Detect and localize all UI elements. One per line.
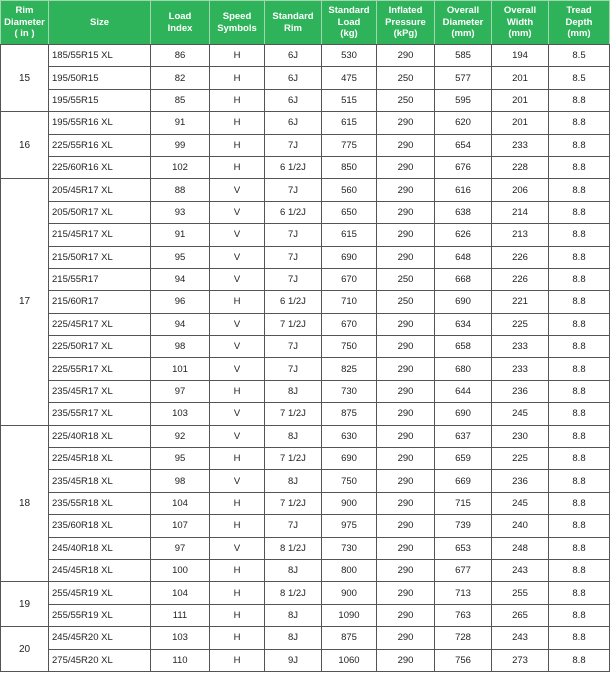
- inflated-pressure-cell: 290: [377, 604, 435, 626]
- size-cell: 195/55R15: [49, 89, 151, 111]
- standard-rim-cell: 6J: [265, 45, 322, 67]
- inflated-pressure-cell: 250: [377, 268, 435, 290]
- standard-load-cell: 1060: [322, 649, 377, 671]
- standard-rim-cell: 7J: [265, 268, 322, 290]
- load-index-cell: 101: [151, 358, 210, 380]
- load-index-cell: 104: [151, 492, 210, 514]
- standard-load-cell: 975: [322, 515, 377, 537]
- standard-load-cell: 875: [322, 403, 377, 425]
- load-index-cell: 91: [151, 224, 210, 246]
- tread-depth-cell: 8.8: [549, 112, 610, 134]
- load-index-cell: 107: [151, 515, 210, 537]
- inflated-pressure-cell: 290: [377, 559, 435, 581]
- overall-diameter-cell: 668: [435, 268, 492, 290]
- inflated-pressure-cell: 290: [377, 224, 435, 246]
- header-size: Size: [49, 1, 151, 45]
- standard-load-cell: 515: [322, 89, 377, 111]
- overall-width-cell: 226: [492, 246, 549, 268]
- load-index-cell: 99: [151, 134, 210, 156]
- speed-symbol-cell: V: [210, 246, 265, 268]
- overall-diameter-cell: 659: [435, 448, 492, 470]
- table-row: [1, 45, 610, 67]
- tread-depth-cell: 8.8: [549, 268, 610, 290]
- overall-width-cell: 236: [492, 470, 549, 492]
- tread-depth-cell: 8.8: [549, 313, 610, 335]
- tread-depth-cell: 8.8: [549, 515, 610, 537]
- size-cell: 215/55R17: [49, 268, 151, 290]
- standard-load-cell: 615: [322, 112, 377, 134]
- tread-depth-cell: 8.8: [549, 156, 610, 178]
- table-row: [1, 582, 610, 604]
- inflated-pressure-cell: 290: [377, 492, 435, 514]
- inflated-pressure-cell: 290: [377, 627, 435, 649]
- size-cell: 225/50R17 XL: [49, 336, 151, 358]
- standard-load-cell: 900: [322, 492, 377, 514]
- standard-rim-cell: 9J: [265, 649, 322, 671]
- tread-depth-cell: 8.8: [549, 179, 610, 201]
- speed-symbol-cell: V: [210, 336, 265, 358]
- standard-rim-cell: 8J: [265, 559, 322, 581]
- table-row: [1, 492, 610, 514]
- overall-width-cell: 201: [492, 112, 549, 134]
- size-cell: 245/45R18 XL: [49, 559, 151, 581]
- overall-width-cell: 245: [492, 403, 549, 425]
- inflated-pressure-cell: 290: [377, 134, 435, 156]
- header-inflated-pressure: Inflated Pressure (kPg): [377, 1, 435, 45]
- tread-depth-cell: 8.8: [549, 470, 610, 492]
- table-row: [1, 224, 610, 246]
- load-index-cell: 98: [151, 470, 210, 492]
- size-cell: 275/45R20 XL: [49, 649, 151, 671]
- overall-width-cell: 213: [492, 224, 549, 246]
- standard-load-cell: 730: [322, 380, 377, 402]
- header-rim-diameter: Rim Diameter ( in ): [1, 1, 49, 45]
- inflated-pressure-cell: 250: [377, 67, 435, 89]
- speed-symbol-cell: H: [210, 112, 265, 134]
- table-row: [1, 627, 610, 649]
- inflated-pressure-cell: 290: [377, 358, 435, 380]
- table-row: [1, 649, 610, 671]
- overall-diameter-cell: 653: [435, 537, 492, 559]
- standard-rim-cell: 7J: [265, 179, 322, 201]
- size-cell: 255/55R19 XL: [49, 604, 151, 626]
- size-cell: 225/55R16 XL: [49, 134, 151, 156]
- size-cell: 195/55R16 XL: [49, 112, 151, 134]
- standard-rim-cell: 6J: [265, 112, 322, 134]
- load-index-cell: 104: [151, 582, 210, 604]
- tread-depth-cell: 8.5: [549, 45, 610, 67]
- standard-rim-cell: 8J: [265, 627, 322, 649]
- overall-width-cell: 243: [492, 627, 549, 649]
- overall-diameter-cell: 739: [435, 515, 492, 537]
- standard-rim-cell: 8J: [265, 425, 322, 447]
- standard-rim-cell: 7J: [265, 134, 322, 156]
- inflated-pressure-cell: 290: [377, 45, 435, 67]
- size-cell: 225/45R18 XL: [49, 448, 151, 470]
- size-cell: 215/45R17 XL: [49, 224, 151, 246]
- tread-depth-cell: 8.8: [549, 89, 610, 111]
- inflated-pressure-cell: 290: [377, 380, 435, 402]
- overall-width-cell: 248: [492, 537, 549, 559]
- standard-load-cell: 710: [322, 291, 377, 313]
- overall-diameter-cell: 690: [435, 403, 492, 425]
- overall-width-cell: 214: [492, 201, 549, 223]
- inflated-pressure-cell: 290: [377, 582, 435, 604]
- standard-rim-cell: 7J: [265, 515, 322, 537]
- load-index-cell: 95: [151, 246, 210, 268]
- tread-depth-cell: 8.8: [549, 201, 610, 223]
- rim-diameter-cell: 19: [1, 582, 49, 627]
- load-index-cell: 85: [151, 89, 210, 111]
- table-row: [1, 604, 610, 626]
- speed-symbol-cell: V: [210, 425, 265, 447]
- overall-diameter-cell: 713: [435, 582, 492, 604]
- standard-load-cell: 775: [322, 134, 377, 156]
- overall-width-cell: 265: [492, 604, 549, 626]
- tread-depth-cell: 8.8: [549, 492, 610, 514]
- table-row: [1, 403, 610, 425]
- table-row: [1, 559, 610, 581]
- load-index-cell: 98: [151, 336, 210, 358]
- tread-depth-cell: 8.8: [549, 336, 610, 358]
- overall-width-cell: 194: [492, 45, 549, 67]
- header-load-index: Load Index: [151, 1, 210, 45]
- size-cell: 235/45R18 XL: [49, 470, 151, 492]
- table-row: [1, 89, 610, 111]
- tread-depth-cell: 8.8: [549, 649, 610, 671]
- overall-diameter-cell: 577: [435, 67, 492, 89]
- size-cell: 255/45R19 XL: [49, 582, 151, 604]
- header-standard-rim: Standard Rim: [265, 1, 322, 45]
- load-index-cell: 88: [151, 179, 210, 201]
- inflated-pressure-cell: 250: [377, 89, 435, 111]
- overall-diameter-cell: 690: [435, 291, 492, 313]
- table-row: [1, 380, 610, 402]
- standard-load-cell: 530: [322, 45, 377, 67]
- inflated-pressure-cell: 290: [377, 537, 435, 559]
- overall-width-cell: 230: [492, 425, 549, 447]
- table-body: [1, 45, 610, 672]
- speed-symbol-cell: V: [210, 201, 265, 223]
- overall-width-cell: 243: [492, 559, 549, 581]
- inflated-pressure-cell: 290: [377, 403, 435, 425]
- overall-width-cell: 233: [492, 336, 549, 358]
- table-row: [1, 537, 610, 559]
- speed-symbol-cell: H: [210, 89, 265, 111]
- overall-width-cell: 221: [492, 291, 549, 313]
- overall-width-cell: 240: [492, 515, 549, 537]
- overall-width-cell: 236: [492, 380, 549, 402]
- overall-width-cell: 233: [492, 358, 549, 380]
- overall-diameter-cell: 680: [435, 358, 492, 380]
- speed-symbol-cell: V: [210, 358, 265, 380]
- standard-load-cell: 560: [322, 179, 377, 201]
- tread-depth-cell: 8.8: [549, 403, 610, 425]
- size-cell: 245/40R18 XL: [49, 537, 151, 559]
- tread-depth-cell: 8.8: [549, 246, 610, 268]
- overall-diameter-cell: 756: [435, 649, 492, 671]
- size-cell: 185/55R15 XL: [49, 45, 151, 67]
- speed-symbol-cell: H: [210, 67, 265, 89]
- standard-rim-cell: 6J: [265, 89, 322, 111]
- load-index-cell: 94: [151, 268, 210, 290]
- rim-diameter-cell: 17: [1, 179, 49, 425]
- standard-load-cell: 875: [322, 627, 377, 649]
- size-cell: 235/55R17 XL: [49, 403, 151, 425]
- load-index-cell: 95: [151, 448, 210, 470]
- standard-load-cell: 670: [322, 313, 377, 335]
- inflated-pressure-cell: 290: [377, 515, 435, 537]
- speed-symbol-cell: H: [210, 448, 265, 470]
- speed-symbol-cell: H: [210, 604, 265, 626]
- inflated-pressure-cell: 290: [377, 156, 435, 178]
- standard-rim-cell: 8J: [265, 380, 322, 402]
- overall-width-cell: 206: [492, 179, 549, 201]
- standard-load-cell: 825: [322, 358, 377, 380]
- speed-symbol-cell: H: [210, 559, 265, 581]
- speed-symbol-cell: V: [210, 537, 265, 559]
- standard-rim-cell: 8 1/2J: [265, 582, 322, 604]
- tread-depth-cell: 8.8: [549, 425, 610, 447]
- load-index-cell: 86: [151, 45, 210, 67]
- size-cell: 225/60R16 XL: [49, 156, 151, 178]
- overall-width-cell: 273: [492, 649, 549, 671]
- load-index-cell: 97: [151, 380, 210, 402]
- load-index-cell: 103: [151, 403, 210, 425]
- overall-diameter-cell: 676: [435, 156, 492, 178]
- overall-diameter-cell: 763: [435, 604, 492, 626]
- inflated-pressure-cell: 290: [377, 448, 435, 470]
- size-cell: 215/50R17 XL: [49, 246, 151, 268]
- size-cell: 225/55R17 XL: [49, 358, 151, 380]
- tread-depth-cell: 8.8: [549, 380, 610, 402]
- header-overall-width: Overall Width (mm): [492, 1, 549, 45]
- header-standard-load: Standard Load (kg): [322, 1, 377, 45]
- speed-symbol-cell: H: [210, 649, 265, 671]
- tread-depth-cell: 8.5: [549, 67, 610, 89]
- size-cell: 245/45R20 XL: [49, 627, 151, 649]
- overall-diameter-cell: 658: [435, 336, 492, 358]
- overall-width-cell: 225: [492, 448, 549, 470]
- speed-symbol-cell: H: [210, 582, 265, 604]
- tread-depth-cell: 8.8: [549, 537, 610, 559]
- load-index-cell: 97: [151, 537, 210, 559]
- table-row: [1, 201, 610, 223]
- load-index-cell: 111: [151, 604, 210, 626]
- overall-diameter-cell: 626: [435, 224, 492, 246]
- overall-width-cell: 226: [492, 268, 549, 290]
- load-index-cell: 103: [151, 627, 210, 649]
- rim-diameter-cell: 15: [1, 45, 49, 112]
- overall-width-cell: 233: [492, 134, 549, 156]
- speed-symbol-cell: V: [210, 470, 265, 492]
- size-cell: 225/40R18 XL: [49, 425, 151, 447]
- rim-diameter-cell: 18: [1, 425, 49, 582]
- load-index-cell: 96: [151, 291, 210, 313]
- speed-symbol-cell: V: [210, 313, 265, 335]
- inflated-pressure-cell: 290: [377, 649, 435, 671]
- standard-rim-cell: 7J: [265, 336, 322, 358]
- inflated-pressure-cell: 250: [377, 291, 435, 313]
- size-cell: 205/45R17 XL: [49, 179, 151, 201]
- speed-symbol-cell: V: [210, 179, 265, 201]
- tread-depth-cell: 8.8: [549, 291, 610, 313]
- overall-diameter-cell: 644: [435, 380, 492, 402]
- size-cell: 235/45R17 XL: [49, 380, 151, 402]
- inflated-pressure-cell: 290: [377, 246, 435, 268]
- standard-rim-cell: 7 1/2J: [265, 313, 322, 335]
- inflated-pressure-cell: 290: [377, 470, 435, 492]
- table-row: [1, 179, 610, 201]
- standard-load-cell: 650: [322, 201, 377, 223]
- load-index-cell: 92: [151, 425, 210, 447]
- standard-rim-cell: 7J: [265, 246, 322, 268]
- speed-symbol-cell: V: [210, 403, 265, 425]
- overall-diameter-cell: 669: [435, 470, 492, 492]
- table-header: [1, 1, 610, 45]
- overall-diameter-cell: 715: [435, 492, 492, 514]
- table-row: [1, 336, 610, 358]
- tread-depth-cell: 8.8: [549, 604, 610, 626]
- size-cell: 235/55R18 XL: [49, 492, 151, 514]
- size-cell: 215/60R17: [49, 291, 151, 313]
- inflated-pressure-cell: 290: [377, 112, 435, 134]
- table-row: [1, 291, 610, 313]
- table-row: [1, 358, 610, 380]
- standard-load-cell: 900: [322, 582, 377, 604]
- table-row: [1, 268, 610, 290]
- speed-symbol-cell: H: [210, 380, 265, 402]
- standard-rim-cell: 7 1/2J: [265, 403, 322, 425]
- speed-symbol-cell: H: [210, 134, 265, 156]
- size-cell: 205/50R17 XL: [49, 201, 151, 223]
- speed-symbol-cell: V: [210, 268, 265, 290]
- load-index-cell: 93: [151, 201, 210, 223]
- speed-symbol-cell: H: [210, 291, 265, 313]
- load-index-cell: 100: [151, 559, 210, 581]
- header-tread-depth: Tread Depth (mm): [549, 1, 610, 45]
- standard-load-cell: 1090: [322, 604, 377, 626]
- overall-diameter-cell: 616: [435, 179, 492, 201]
- overall-width-cell: 225: [492, 313, 549, 335]
- standard-load-cell: 690: [322, 448, 377, 470]
- overall-width-cell: 201: [492, 67, 549, 89]
- standard-load-cell: 670: [322, 268, 377, 290]
- standard-rim-cell: 6J: [265, 67, 322, 89]
- speed-symbol-cell: H: [210, 627, 265, 649]
- inflated-pressure-cell: 290: [377, 201, 435, 223]
- inflated-pressure-cell: 290: [377, 313, 435, 335]
- load-index-cell: 102: [151, 156, 210, 178]
- table-row: [1, 470, 610, 492]
- table-row: [1, 313, 610, 335]
- overall-width-cell: 255: [492, 582, 549, 604]
- standard-rim-cell: 7J: [265, 358, 322, 380]
- standard-load-cell: 750: [322, 470, 377, 492]
- overall-diameter-cell: 728: [435, 627, 492, 649]
- standard-rim-cell: 8J: [265, 470, 322, 492]
- table-row: [1, 448, 610, 470]
- standard-load-cell: 475: [322, 67, 377, 89]
- standard-load-cell: 750: [322, 336, 377, 358]
- rim-diameter-cell: 16: [1, 112, 49, 179]
- table-row: [1, 134, 610, 156]
- tread-depth-cell: 8.8: [549, 559, 610, 581]
- overall-diameter-cell: 620: [435, 112, 492, 134]
- standard-rim-cell: 8 1/2J: [265, 537, 322, 559]
- speed-symbol-cell: H: [210, 45, 265, 67]
- standard-rim-cell: 6 1/2J: [265, 156, 322, 178]
- table-row: [1, 112, 610, 134]
- overall-diameter-cell: 585: [435, 45, 492, 67]
- header-speed-symbols: Speed Symbols: [210, 1, 265, 45]
- overall-diameter-cell: 648: [435, 246, 492, 268]
- header-overall-diameter: Overall Diameter (mm): [435, 1, 492, 45]
- standard-load-cell: 615: [322, 224, 377, 246]
- table-row: [1, 67, 610, 89]
- standard-rim-cell: 6 1/2J: [265, 291, 322, 313]
- inflated-pressure-cell: 290: [377, 179, 435, 201]
- tread-depth-cell: 8.8: [549, 627, 610, 649]
- speed-symbol-cell: H: [210, 156, 265, 178]
- standard-rim-cell: 7 1/2J: [265, 448, 322, 470]
- table-row: [1, 515, 610, 537]
- standard-load-cell: 850: [322, 156, 377, 178]
- standard-rim-cell: 6 1/2J: [265, 201, 322, 223]
- load-index-cell: 94: [151, 313, 210, 335]
- load-index-cell: 91: [151, 112, 210, 134]
- inflated-pressure-cell: 290: [377, 336, 435, 358]
- size-cell: 225/45R17 XL: [49, 313, 151, 335]
- load-index-cell: 110: [151, 649, 210, 671]
- tread-depth-cell: 8.8: [549, 224, 610, 246]
- size-cell: 235/60R18 XL: [49, 515, 151, 537]
- tread-depth-cell: 8.8: [549, 582, 610, 604]
- tread-depth-cell: 8.8: [549, 134, 610, 156]
- table-row: [1, 425, 610, 447]
- rim-diameter-cell: 20: [1, 627, 49, 672]
- size-cell: 195/50R15: [49, 67, 151, 89]
- overall-width-cell: 201: [492, 89, 549, 111]
- standard-load-cell: 630: [322, 425, 377, 447]
- overall-diameter-cell: 634: [435, 313, 492, 335]
- table-row: [1, 156, 610, 178]
- overall-width-cell: 245: [492, 492, 549, 514]
- overall-diameter-cell: 638: [435, 201, 492, 223]
- standard-load-cell: 690: [322, 246, 377, 268]
- table-row: [1, 246, 610, 268]
- speed-symbol-cell: H: [210, 515, 265, 537]
- standard-load-cell: 730: [322, 537, 377, 559]
- standard-rim-cell: 7J: [265, 224, 322, 246]
- load-index-cell: 82: [151, 67, 210, 89]
- speed-symbol-cell: H: [210, 492, 265, 514]
- inflated-pressure-cell: 290: [377, 425, 435, 447]
- standard-load-cell: 800: [322, 559, 377, 581]
- overall-diameter-cell: 595: [435, 89, 492, 111]
- standard-rim-cell: 7 1/2J: [265, 492, 322, 514]
- speed-symbol-cell: V: [210, 224, 265, 246]
- header-row: [1, 1, 610, 45]
- overall-diameter-cell: 677: [435, 559, 492, 581]
- standard-rim-cell: 8J: [265, 604, 322, 626]
- tread-depth-cell: 8.8: [549, 358, 610, 380]
- overall-width-cell: 228: [492, 156, 549, 178]
- tread-depth-cell: 8.8: [549, 448, 610, 470]
- overall-diameter-cell: 637: [435, 425, 492, 447]
- overall-diameter-cell: 654: [435, 134, 492, 156]
